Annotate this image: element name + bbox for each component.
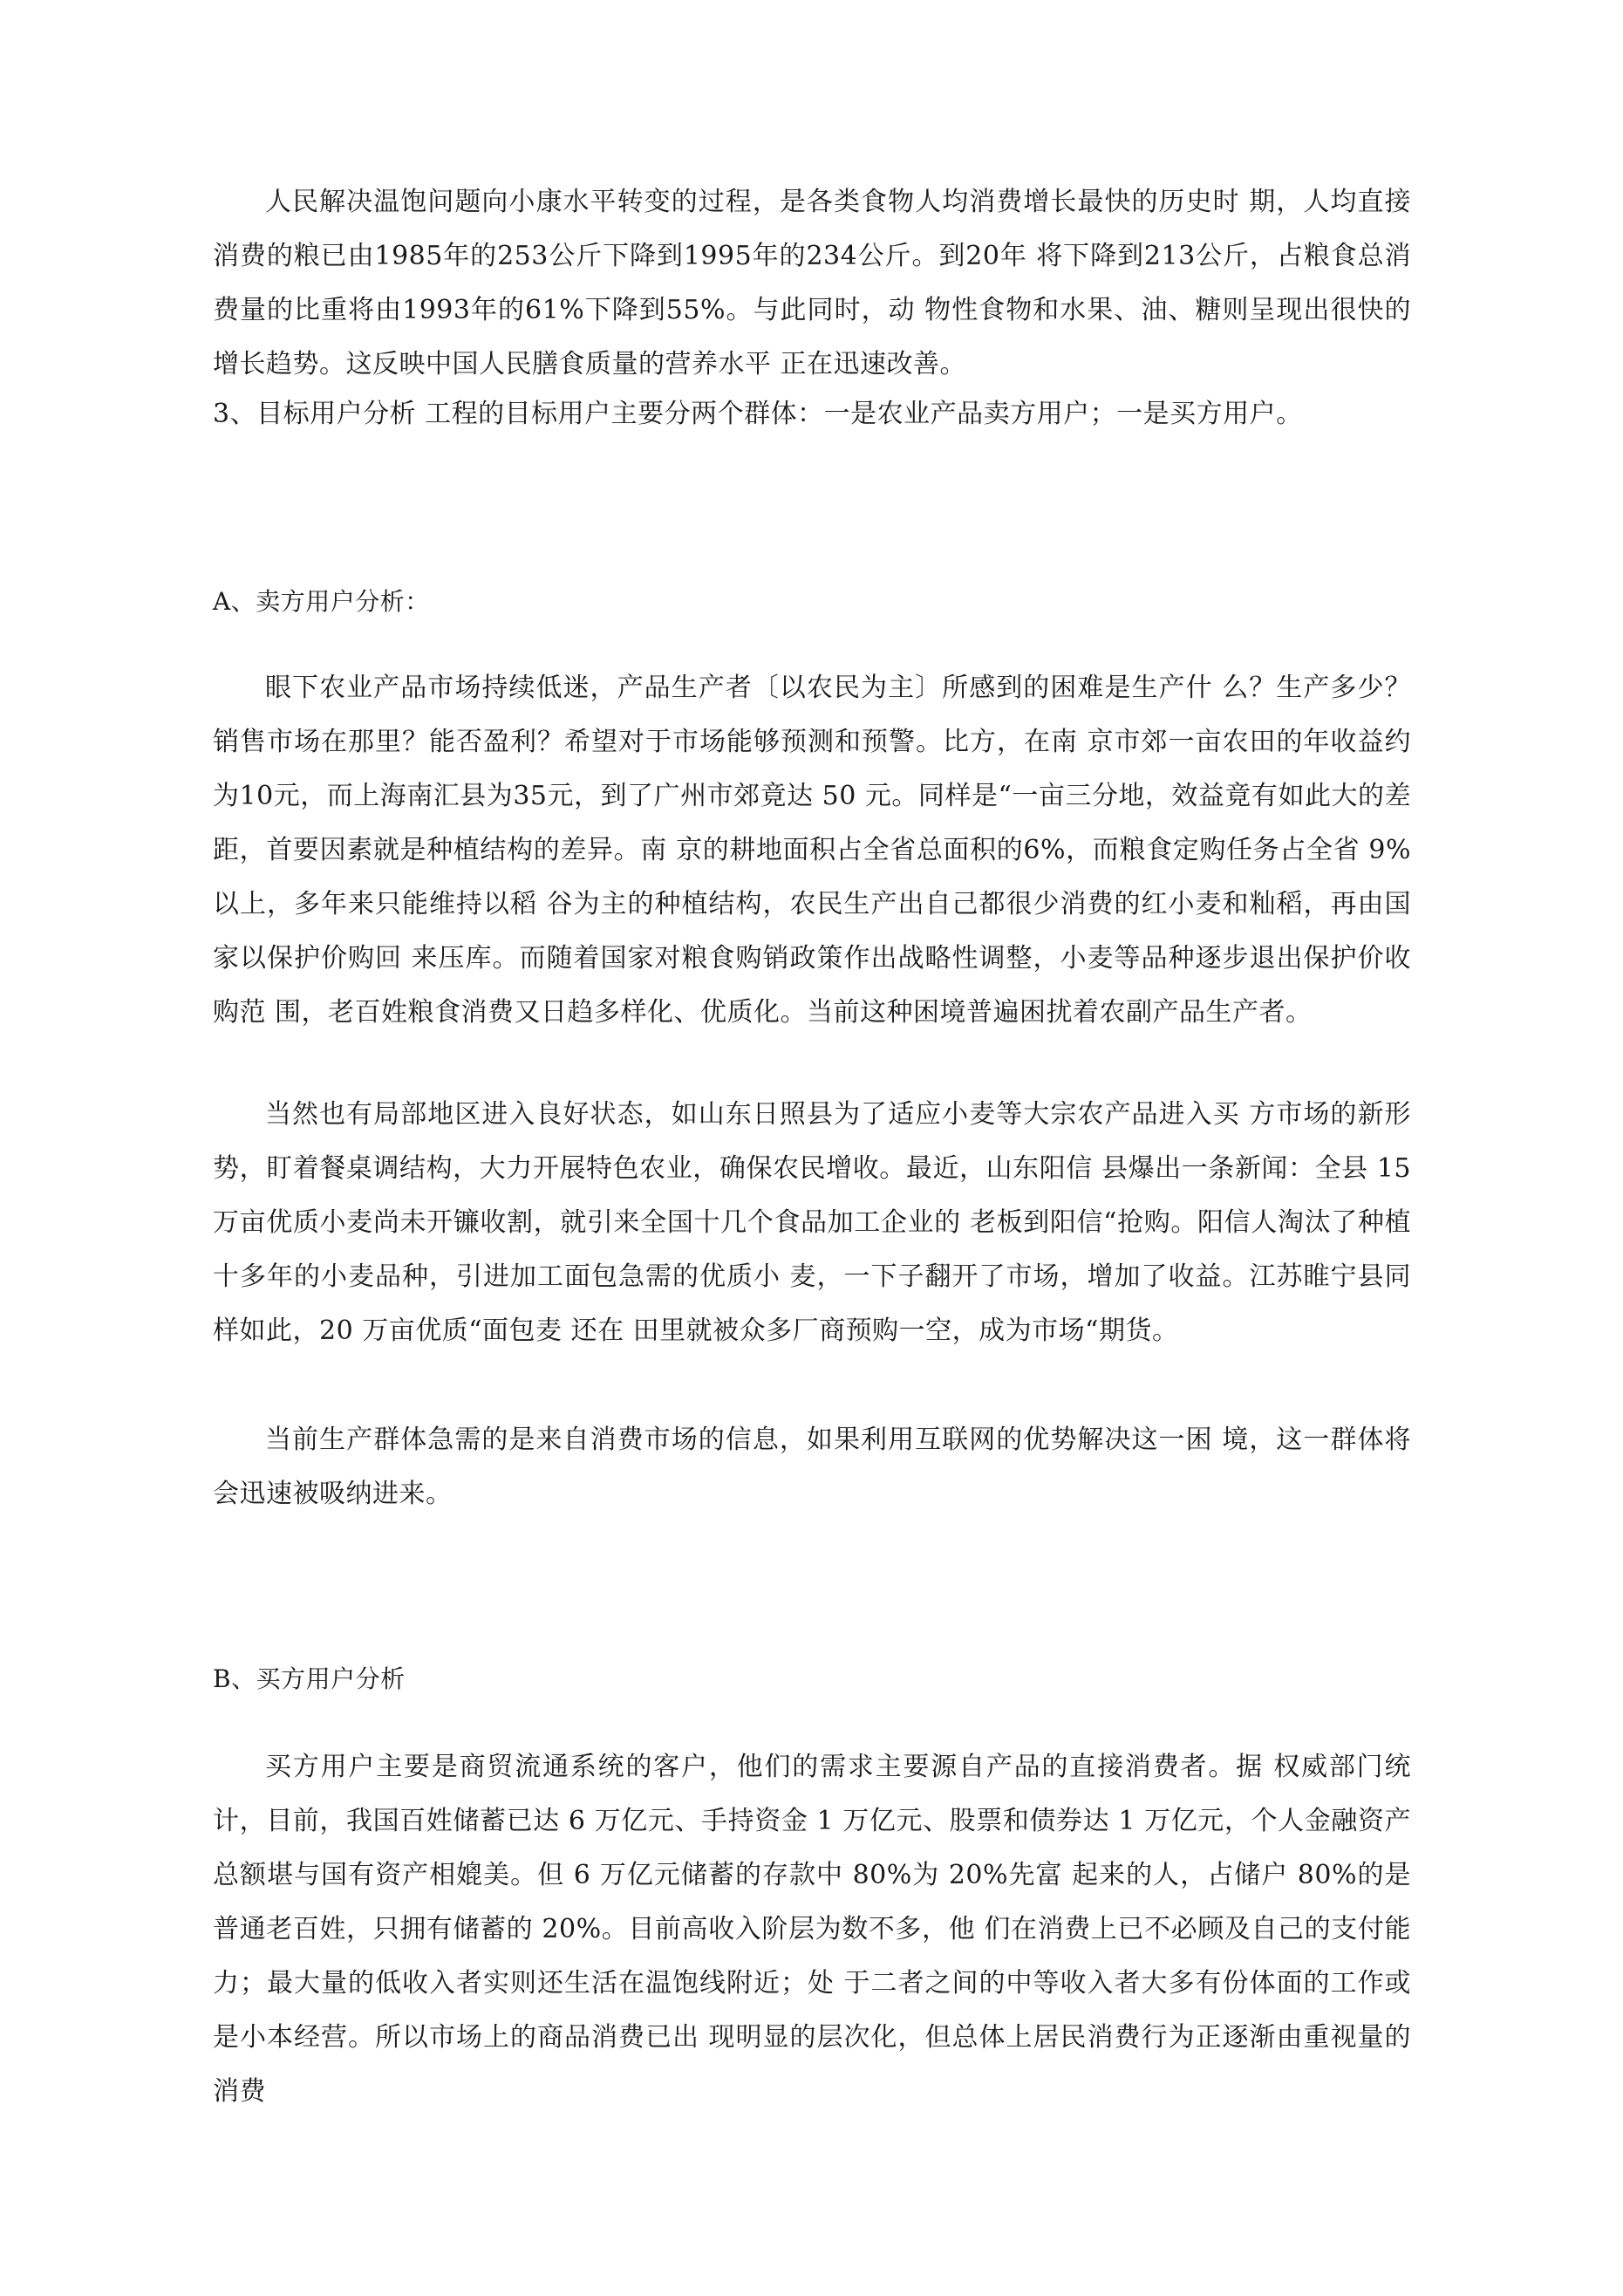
seller-paragraph-3 [213, 1413, 1411, 1521]
seller-paragraph-2 [213, 1088, 1411, 1358]
target-users-line: 3、目标用户分析 工程的目标用户主要分两个群体：一是农业产品卖方用户；一是买方用户。 [213, 399, 1303, 429]
buyer-analysis-heading: B、买方用户分析 [213, 1664, 406, 1693]
intro-text: 人民解决温饱问题向小康水平转变的过程，是各类食物人均消费增长最快的历史时 期，人均直接消费的粮已由1985年的253公斤下降到1995年的234公斤。到20年 将下降到213公斤，占粮食总消费量的比重将由1993年的61%下降到55%。与此同时，动 物性食物和水果、油、糖则呈现出很快的增长趋势。这反映中国人民膳食质量的营养水平 正在迅速改善。 [213, 187, 1411, 379]
buyer-paragraph-1-text: 买方用户主要是商贸流通系统的客户，他们的需求主要源自产品的直接消费者。据 权威部门统计，目前，我国百姓储蓄已达 6 万亿元、手持资金 1 万亿元、股票和债券达 1 万亿元，个人金融资产总额堪与国有资产相媲美。但 6 万亿元储蓄的存款中 80%为 20%先富 起来的人，占储户 80%的是普通老百姓，只拥有储蓄的 20%。目前高收入阶层为数不多，他 们在消费上已不必顾及自己的支付能力；最大量的低收入者实则还生活在温饱线附近；处 于二者之间的中等收入者大多有份体面的工作或是小本经营。所以市场上的商品消费已出 现明显的层次化，但总体上居民消费行为正逐渐由重视量的消费 [213, 1752, 1411, 2107]
seller-analysis-heading: A、卖方用户分析： [213, 587, 430, 616]
seller-paragraph-2-text: 当然也有局部地区进入良好状态，如山东日照县为了适应小麦等大宗农产品进入买 方市场的新形势，盯着餐桌调结构，大力开展特色农业，确保农民增收。最近，山东阳信 县爆出一条新闻：全县 15 万亩优质小麦尚未开镰收割，就引来全国十几个食品加工企业的 老板到阳信“抢购。阳信人淘汰了种植十多年的小麦品种，引进加工面包急需的优质小 麦，一下子翻开了市场，增加了收益。江苏睢宁县同样如此，20 万亩优质“面包麦 还在 田里就被众多厂商预购一空，成为市场“期货。 [213, 1099, 1411, 1346]
seller-paragraph-3-text: 当前生产群体急需的是来自消费市场的信息，如果利用互联网的优势解决这一困 境，这一群体将会迅速被吸纳进来。 [213, 1425, 1411, 1509]
seller-paragraph-1 [213, 661, 1411, 1040]
seller-paragraph-1-text: 眼下农业产品市场持续低迷，产品生产者〔以农民为主〕所感到的困难是生产什 么？生产多少？销售市场在那里？能否盈利？希望对于市场能够预测和预警。比方，在南 京市郊一亩农田的年收益约为10元，而上海南汇县为35元，到了广州市郊竟达 50 元。同样是“一亩三分地，效益竟有如此大的差距，首要因素就是种植结构的差异。南 京的耕地面积占全省总面积的6%，而粮食定购任务占全省 9%以上，多年来只能维持以稻 谷为主的种植结构，农民生产出自己都很少消费的红小麦和籼稻，再由国家以保护价购回 来压库。而随着国家对粮食购销政策作出战略性调整，小麦等品种逐步退出保护价收购范 围，老百姓粮食消费又日趋多样化、优质化。当前这种困境普遍困扰着农副产品生产者。 [213, 673, 1411, 1028]
buyer-paragraph-1 [213, 1740, 1411, 2119]
intro-paragraph [213, 175, 1411, 392]
